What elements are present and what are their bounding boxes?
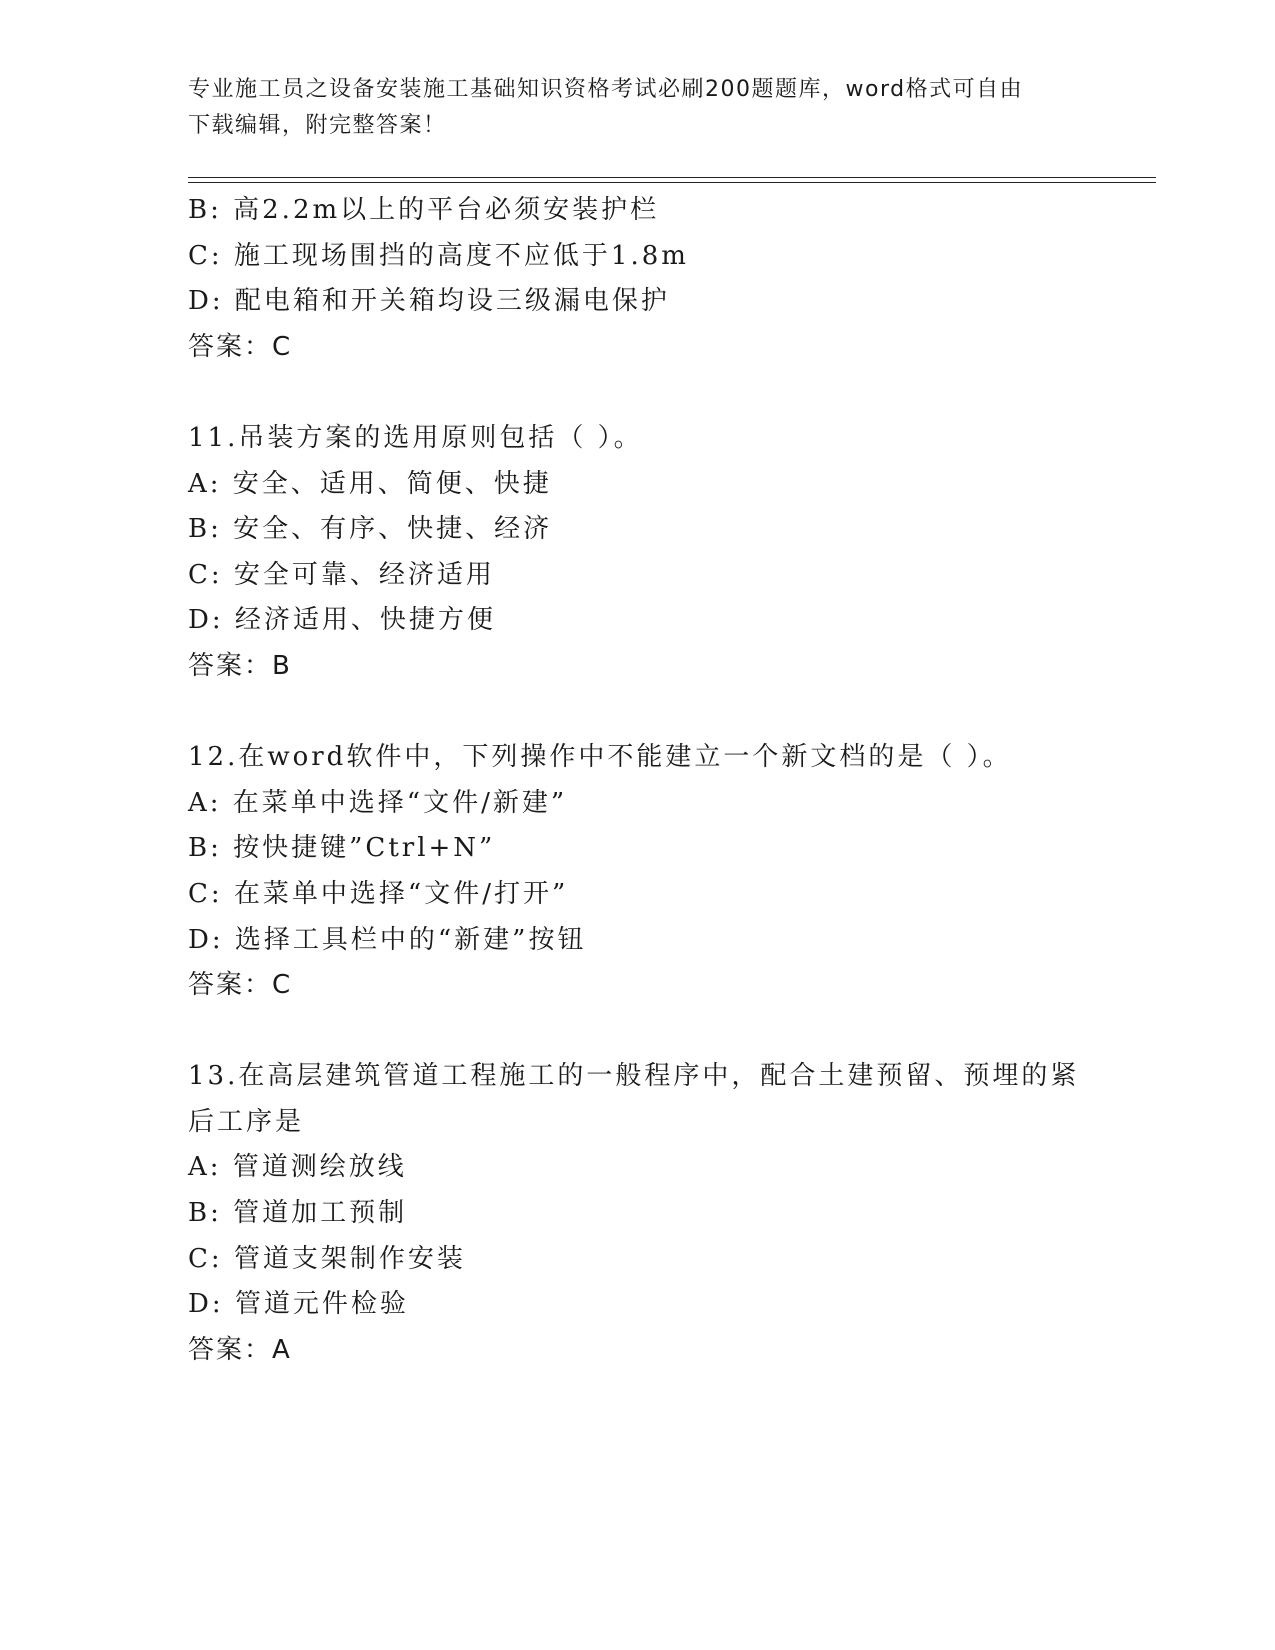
question-list — [188, 188, 1108, 1373]
q13-answer: 答案：A — [188, 1334, 292, 1365]
q10-answer: 答案：C — [188, 331, 293, 362]
q10-option-b: B: 高2.2m以上的平台必须安装护栏 — [188, 195, 660, 225]
q10-option-d: D: 配电箱和开关箱均设三级漏电保护 — [188, 286, 670, 317]
header-title-line-2: 下载编辑，附完整答案！ — [188, 113, 447, 138]
q11-question: 11.吊装方案的选用原则包括（ ）。 — [188, 422, 643, 453]
q12-option-a: A: 在菜单中选择“文件/新建” — [188, 787, 568, 818]
question-10-block — [188, 188, 1108, 370]
q13-option-d: D: 管道元件检验 — [188, 1289, 409, 1320]
q11-option-c: C: 安全可靠、经济适用 — [188, 559, 495, 590]
question-13-block — [188, 1054, 1108, 1373]
spacer — [188, 370, 1108, 416]
spacer — [188, 1009, 1108, 1055]
q12-option-d: D: 选择工具栏中的“新建”按钮 — [188, 924, 587, 955]
q13-question-line-2: 后工序是 — [188, 1106, 305, 1137]
q11-option-b: B: 安全、有序、快捷、经济 — [188, 514, 553, 545]
q12-answer: 答案：C — [188, 970, 293, 1001]
q11-option-a: A: 安全、适用、简便、快捷 — [188, 468, 552, 499]
q12-question: 12.在word软件中，下列操作中不能建立一个新文档的是（ ）。 — [188, 742, 1012, 773]
q10-option-c: C: 施工现场围挡的高度不应低于1.8m — [188, 240, 689, 271]
header-divider-top — [188, 177, 1156, 178]
header-title-line-1: 专业施工员之设备安装施工基础知识资格考试必刷200题题库，word格式可自由 — [188, 77, 1024, 102]
q13-question-line-1: 13.在高层建筑管道工程施工的一般程序中，配合土建预留、预埋的紧 — [188, 1061, 1080, 1092]
q11-answer: 答案：B — [188, 650, 292, 681]
q11-option-d: D: 经济适用、快捷方便 — [188, 605, 496, 636]
question-12-block — [188, 735, 1108, 1009]
q12-option-b: B: 按快捷键”Ctrl+N” — [188, 833, 496, 864]
document-header — [188, 72, 1088, 144]
spacer — [188, 690, 1108, 736]
q13-option-c: C: 管道支架制作安装 — [188, 1243, 466, 1274]
q13-option-b: B: 管道加工预制 — [188, 1198, 408, 1229]
q12-option-c: C: 在菜单中选择“文件/打开” — [188, 878, 569, 909]
q13-option-a: A: 管道测绘放线 — [188, 1152, 407, 1183]
question-11-block — [188, 416, 1108, 690]
header-divider-bottom — [188, 182, 1156, 183]
